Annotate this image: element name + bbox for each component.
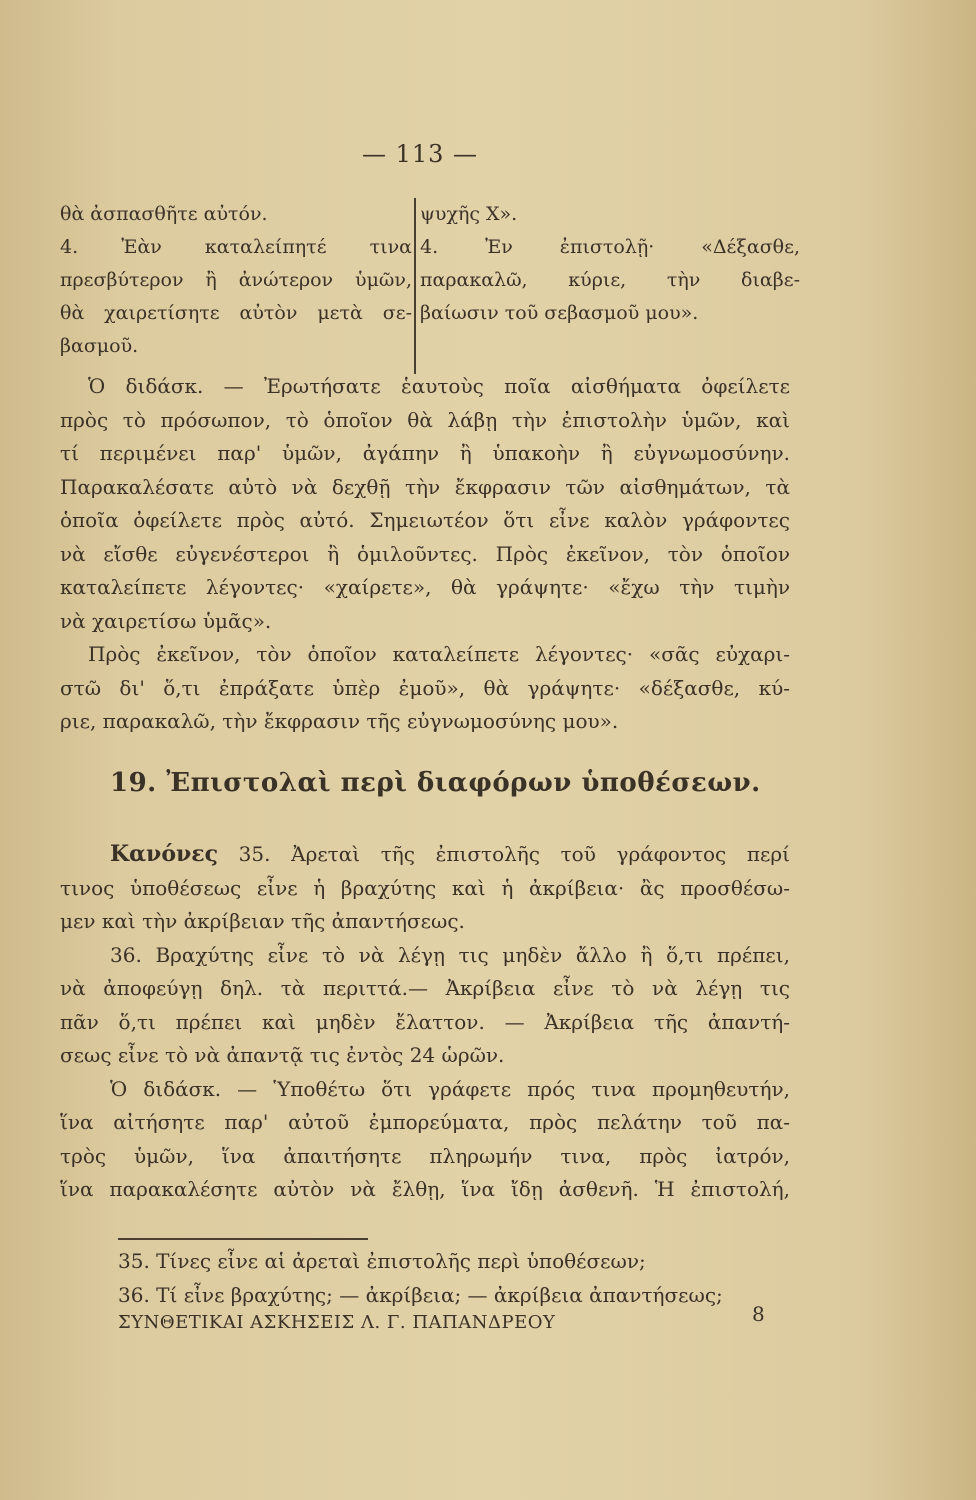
left-column bbox=[60, 198, 412, 363]
text-line: Ὁ διδάσκ. — Ἐρωτήσατε ἑαυτοὺς ποῖα αἰσθήματα ὀφείλετε bbox=[88, 374, 790, 398]
page-number: — 113 — bbox=[361, 140, 479, 168]
signature-mark: 8 bbox=[752, 1302, 765, 1326]
text-line: νὰ χαιρετίσω ὑμᾶς». bbox=[60, 608, 272, 633]
text-line: θὰ χαιρετίσητε αὐτὸν μετὰ σε- bbox=[60, 302, 412, 324]
text-line: παρακαλῶ, κύριε, τὴν διαβε- bbox=[420, 269, 800, 291]
footnote: 36. Τί εἶνε βραχύτης; — ἀκρίβεια; — ἀκρίβεια ἀπαντήσεως; bbox=[118, 1283, 723, 1307]
text-line: πρεσβύτερον ἢ ἀνώτερον ὑμῶν, bbox=[60, 269, 412, 291]
text-line: στῶ δι' ὅ,τι ἐπράξατε ὑπὲρ ἐμοῦ», θὰ γράψητε· «δέξασθε, κύ- bbox=[60, 675, 790, 700]
text-line: τί περιμένει παρ' ὑμῶν, ἀγάπην ἢ ὑπακοὴν ἢ εὐγνωμοσύνην. bbox=[60, 441, 790, 465]
text-line: ριε, παρακαλῶ, τὴν ἔκφρασιν τῆς εὐγνωμοσύνης μου». bbox=[60, 709, 619, 733]
text-line: μεν καὶ τὴν ἀκρίβειαν τῆς ἀπαντήσεως. bbox=[60, 909, 465, 933]
text-line: νὰ ἀποφεύγῃ δηλ. τὰ περιττά.— Ἀκρίβεια εἶνε τὸ νὰ λέγῃ τις bbox=[60, 976, 790, 1000]
rules-intro-text: 35. Ἀρεταὶ τῆς ἐπιστολῆς τοῦ γράφοντος περί bbox=[218, 842, 790, 866]
text-line bbox=[60, 838, 790, 872]
text-line: τρὸς ὑμῶν, ἵνα ἀπαιτήσητε πληρωμήν τινα, πρὸς ἰατρόν, bbox=[60, 1143, 790, 1168]
text-line: νὰ εἴσθε εὐγενέστεροι ἢ ὁμιλοῦντες. Πρὸς ἐκεῖνον, τὸν ὁποῖον bbox=[60, 541, 790, 566]
text-line: πᾶν ὅ,τι πρέπει καὶ μηδὲν ἔλαττον. — Ἀκρίβεια τῆς ἀπαντή- bbox=[60, 1009, 790, 1034]
text-line: 4. Ἐὰν καταλείπητέ τινα bbox=[60, 236, 412, 258]
text-line: Ὁ διδάσκ. — Ὑποθέτω ὅτι γράφετε πρός τινα προμηθευτήν, bbox=[110, 1076, 790, 1101]
body-text-lower bbox=[60, 838, 790, 1207]
footnotes bbox=[118, 1244, 808, 1312]
text-line: ψυχῆς Χ». bbox=[420, 203, 518, 225]
text-line: πρὸς τὸ πρόσωπον, τὸ ὁποῖον θὰ λάβῃ τὴν ἐπιστολὴν ὑμῶν, καὶ bbox=[60, 407, 790, 432]
text-line: βαίωσιν τοῦ σεβασμοῦ μου». bbox=[420, 302, 699, 324]
text-line: Παρακαλέσατε αὐτὸ νὰ δεχθῇ τὴν ἔκφρασιν τῶν αἰσθημάτων, τὰ bbox=[60, 474, 790, 499]
text-line: θὰ ἀσπασθῆτε αὐτόν. bbox=[60, 203, 268, 225]
text-line: ὁποῖα ὀφείλετε πρὸς αὐτό. Σημειωτέον ὅτι εἶνε καλὸν γράφοντες bbox=[60, 508, 790, 532]
text-line: καταλείπετε λέγοντες· «χαίρετε», θὰ γράψητε· «ἔχω τὴν τιμὴν bbox=[60, 575, 790, 599]
text-line: βασμοῦ. bbox=[60, 335, 139, 357]
column-divider bbox=[414, 198, 416, 374]
text-line: σεως εἶνε τὸ νὰ ἀπαντᾷ τις ἐντὸς 24 ὡρῶν. bbox=[60, 1043, 505, 1067]
rules-keyword: Κανόνες bbox=[110, 841, 219, 867]
book-footer: ΣΥΝΘΕΤΙΚΑΙ ΑΣΚΗΣΕΙΣ Λ. Γ. ΠΑΠΑΝΔΡΕΟΥ bbox=[118, 1312, 556, 1333]
text-line: ἵνα αἰτήσητε παρ' αὐτοῦ ἐμπορεύματα, πρὸς πελάτην τοῦ πα- bbox=[60, 1110, 790, 1134]
text-line: 4. Ἐν ἐπιστολῇ· «Δέξασθε, bbox=[420, 236, 800, 258]
text-line: 36. Βραχύτης εἶνε τὸ νὰ λέγῃ τις μηδὲν ἄλλο ἢ ὅ,τι πρέπει, bbox=[110, 942, 790, 967]
two-column-block bbox=[60, 198, 800, 366]
footnote: 35. Τίνες εἶνε αἱ ἀρεταὶ ἐπιστολῆς περὶ ὑποθέσεων; bbox=[118, 1249, 646, 1273]
right-column bbox=[420, 198, 800, 330]
body-text-upper bbox=[60, 370, 790, 739]
footnote-rule bbox=[118, 1238, 368, 1240]
text-line: τινος ὑποθέσεως εἶνε ἡ βραχύτης καὶ ἡ ἀκρίβεια· ἂς προσθέσω- bbox=[60, 875, 790, 900]
section-heading: 19. Ἐπιστολαὶ περὶ διαφόρων ὑποθέσεων. bbox=[110, 768, 761, 798]
text-line: ἵνα παρακαλέσητε αὐτὸν νὰ ἔλθῃ, ἵνα ἴδῃ ἀσθενῆ. Ἡ ἐπιστολή, bbox=[60, 1177, 790, 1201]
text-line: Πρὸς ἐκεῖνον, τὸν ὁποῖον καταλείπετε λέγοντες· «σᾶς εὐχαρι- bbox=[88, 642, 790, 666]
